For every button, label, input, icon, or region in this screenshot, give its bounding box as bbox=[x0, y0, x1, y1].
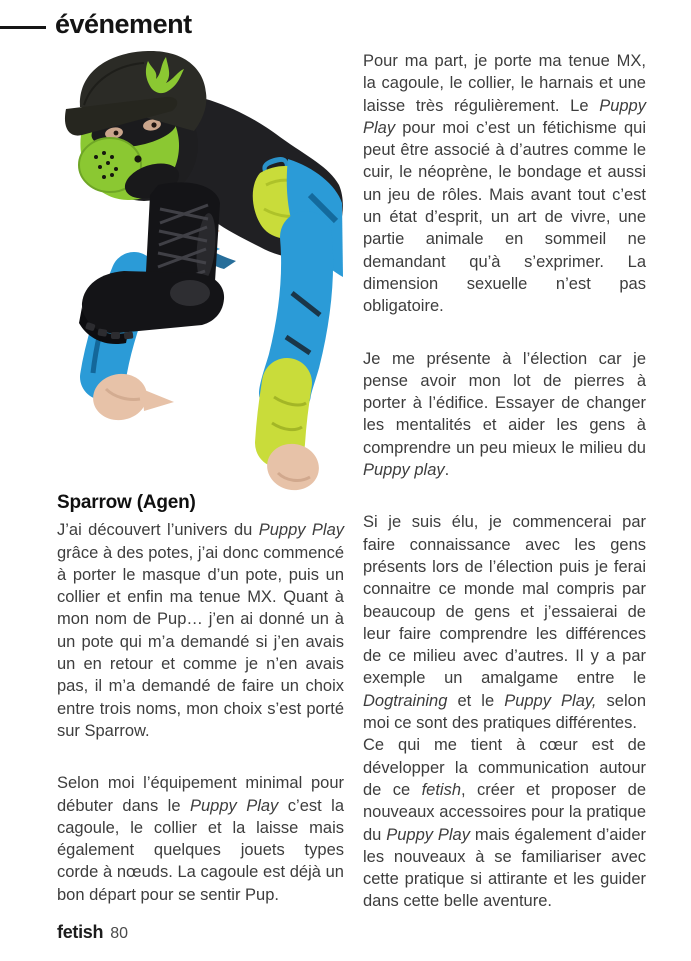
magazine-name: fetish bbox=[57, 922, 104, 942]
left-column bbox=[57, 492, 344, 936]
boot bbox=[79, 182, 224, 344]
right-column bbox=[363, 50, 646, 913]
paragraph-right-4: Ce qui me tient à cœur est de développer la communication autour de ce fetish, créer et proposer de nouveaux accessoires pour la pratique du Puppy Play mais également d’aider les nouveaux à se familiariser avec cette pratique si attirante et les guider dans cette belle aventure. bbox=[363, 736, 647, 911]
right-arm bbox=[263, 237, 323, 495]
paragraph-right-1: Pour ma part, je porte ma tenue MX, la cagoule, le collier, le harnais et une laisse très régulièrement. Le Puppy Play pour moi c’est un fétichisme qui peut être associé à d’autres comme le cuir, le néoprène, le bondage et aussi un jeu de rôles. Mais avant tout c’est un état d’esprit, un art de vivre, une partie animale en sommeil ne demandant qu’à s’exprimer. La dimension sexuelle n’est pas obligatoire. bbox=[363, 52, 646, 316]
paragraph-left-2: Selon moi l’équipement minimal pour débuter dans le Puppy Play c’est la cagoule, le collier et la laisse mais également quelques jouets types corde à nœuds. La cagoule est déjà un bon départ pour se sentir Pup. bbox=[57, 774, 344, 904]
puppy-player-illustration bbox=[48, 45, 350, 497]
page-number: 80 bbox=[110, 925, 129, 942]
paragraph-left-1: J’ai découvert l’univers du Puppy Play grâce à des potes, j’ai donc commencé à porter le masque d’un pote, puis un collier et enfin ma tenue MX. Quant à mon nom de Pup… j’en ai donné un à un pote qui m’a demandé si j’en avais un en retour et comme je n’en avais pas, il m’a demandé de faire un choix entre trois noms, mon choix s’est porté sur Sparrow. bbox=[57, 521, 345, 740]
puppy-player-photo bbox=[48, 45, 350, 497]
page-footer bbox=[57, 922, 128, 943]
paragraph-right-3: Si je suis élu, je commencerai par faire connaissance avec les gens présents lors de l’élection puis je ferai connaitre ce monde mal compris par beaucoup de gens et j’essaierai de leur faire comprendre les différences de ce milieu avec d’autres. Il y a par exemple un amalgame entre le Dogtraining et le Puppy Play, selon moi ce sont des pratiques différentes. bbox=[363, 513, 647, 733]
interviewee-name: Sparrow (Agen) bbox=[57, 492, 196, 513]
section-title: événement bbox=[55, 9, 192, 39]
paragraph-right-2: Je me présente à l’élection car je pense avoir mon lot de pierres à porter à l’édifice. Essayer de changer les mentalités et aider les gens à comprendre un peu mieux le milieu du Puppy play. bbox=[363, 349, 646, 480]
section-header bbox=[0, 10, 192, 40]
header-rule bbox=[0, 26, 46, 29]
